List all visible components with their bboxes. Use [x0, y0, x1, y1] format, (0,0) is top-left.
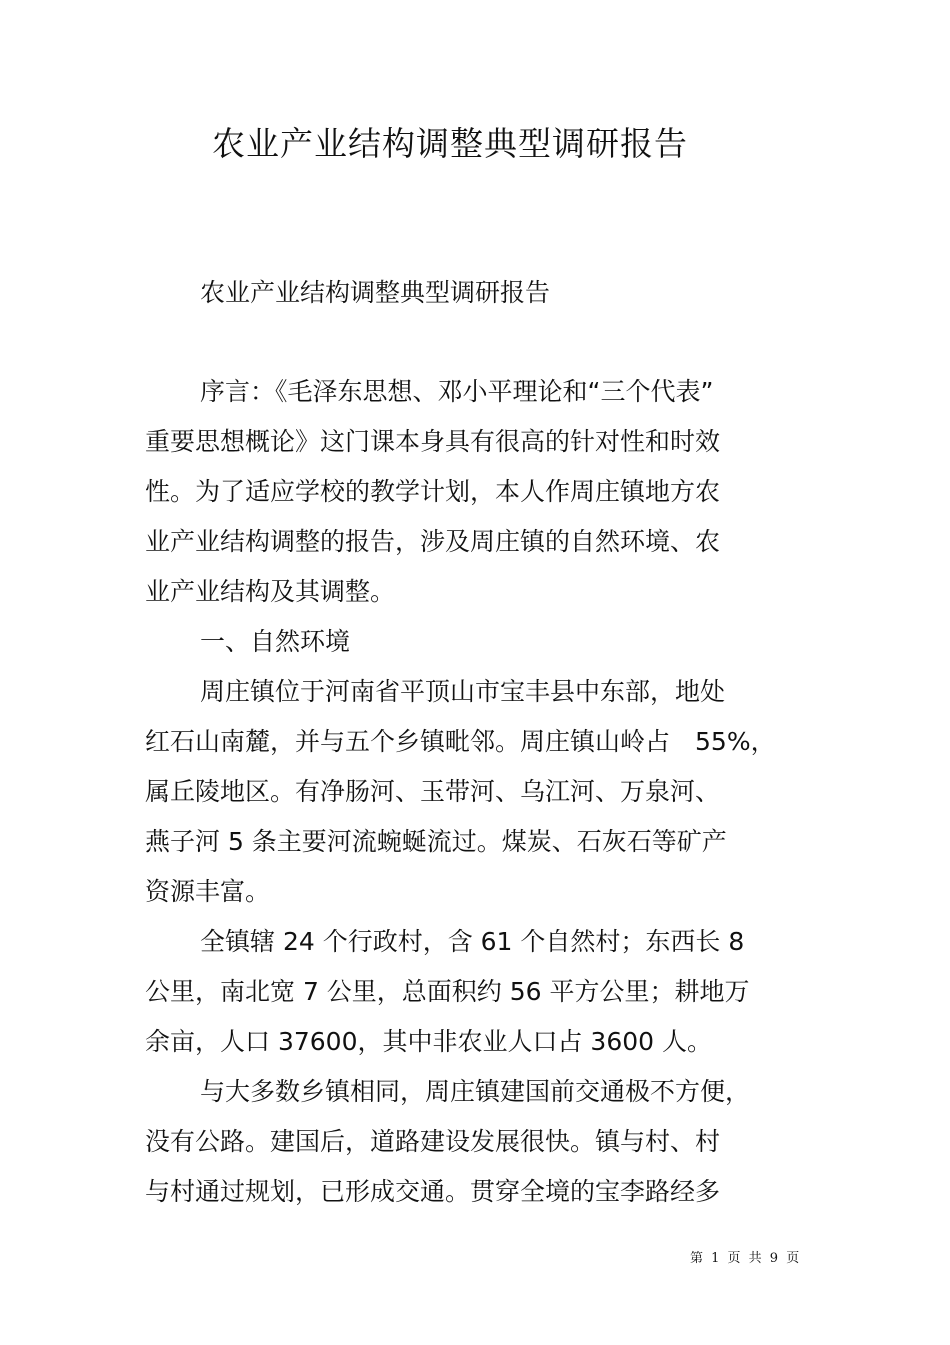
paragraph-line: 全镇辖 24 个行政村，含 61 个自然村；东西长 8	[200, 927, 745, 956]
paragraph-line: 燕子河 5 条主要河流蜿蜒流过。煤炭、石灰石等矿产	[145, 827, 727, 856]
paragraph-line: 属丘陵地区。有净肠河、玉带河、乌江河、万泉河、	[145, 777, 721, 806]
paragraph-line: 序言：《毛泽东思想、邓小平理论和“三个代表”	[200, 377, 714, 406]
paragraph-line: 业产业结构及其调整。	[145, 577, 396, 606]
paragraph-line: 业产业结构调整的报告，涉及周庄镇的自然环境、农	[145, 527, 721, 556]
paragraph-line: 公里，南北宽 7 公里，总面积约 56 平方公里；耕地万	[145, 977, 750, 1006]
paragraph-line: 性。为了适应学校的教学计划，本人作周庄镇地方农	[145, 477, 721, 506]
paragraph-line: 余亩，人口 37600，其中非农业人口占 3600 人。	[145, 1027, 712, 1056]
document-title: 农业产业结构调整典型调研报告	[212, 124, 688, 163]
paragraph-line: 与大多数乡镇相同，周庄镇建国前交通极不方便，	[200, 1077, 751, 1106]
document-subtitle: 农业产业结构调整典型调研报告	[200, 278, 551, 307]
paragraph-line: 与村通过规划，已形成交通。贯穿全境的宝李路经多	[145, 1177, 721, 1206]
paragraph-line: 资源丰富。	[145, 877, 271, 906]
page-number: 第 1 页 共 9 页	[690, 1251, 802, 1266]
paragraph-line: 没有公路。建国后，道路建设发展很快。镇与村、村	[145, 1127, 721, 1156]
paragraph-line: 重要思想概论》这门课本身具有很高的针对性和时效	[145, 427, 721, 456]
paragraph-line: 周庄镇位于河南省平顶山市宝丰县中东部，地处	[200, 677, 726, 706]
section-heading: 一、自然环境	[200, 627, 351, 656]
paragraph-line: 红石山南麓，并与五个乡镇毗邻。周庄镇山岭占 55%，	[145, 727, 776, 756]
